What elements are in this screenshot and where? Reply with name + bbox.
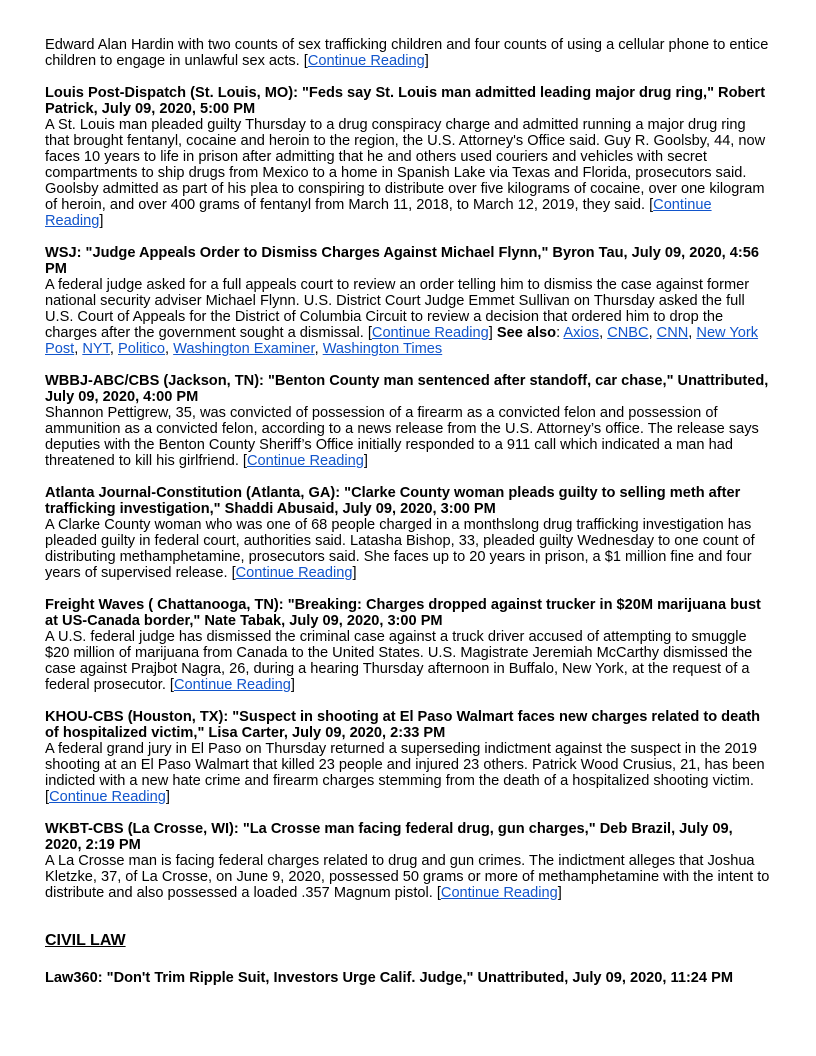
article-body: Edward Alan Hardin with two counts of sex trafficking children and four counts of using a cellular phone to entice children to engage in unlawful sex acts. [Continue Reading] — [45, 37, 769, 69]
article-ripple-suit — [45, 970, 771, 986]
article-headline: Louis Post-Dispatch (St. Louis, MO): "Feds say St. Louis man admitted leading major drug ring," Robert Patrick, July 09, 2020, 5:00 PM — [45, 85, 766, 117]
see-also-link-cnn[interactable]: CNN — [656, 325, 689, 341]
continue-reading-link[interactable]: Continue Reading — [45, 197, 712, 229]
see-also-link-politico[interactable]: Politico — [118, 341, 166, 357]
article-headline: Atlanta Journal-Constitution (Atlanta, GA): "Clarke County woman pleads guilty to selling meth after trafficking investigation," Shaddi Abusaid, July 09, 2020, 3:00 PM — [45, 485, 741, 517]
see-also-link-washington-examiner[interactable]: Washington Examiner — [173, 341, 315, 357]
section-title-civil-law: CIVIL LAW — [45, 932, 126, 949]
article-marijuana-bust — [45, 597, 771, 693]
article-headline: Law360: "Don't Trim Ripple Suit, Investors Urge Calif. Judge," Unattributed, July 09, 2020, 11:24 PM — [45, 970, 733, 986]
article-continuation — [45, 37, 771, 69]
article-body: A federal grand jury in El Paso on Thursday returned a superseding indictment against the suspect in the 2019 shooting at an El Paso Walmart that killed 23 people and injured 23 others. Patrick Wood Crusius, 21, has been indicted with a new hate crime and firearm charges stemming from the death of a hospitalized shooting victim. [Continue Reading] — [45, 741, 765, 805]
continue-reading-link[interactable]: Continue Reading — [235, 565, 353, 581]
continue-reading-link[interactable]: Continue Reading — [49, 789, 166, 805]
article-body: Shannon Pettigrew, 35, was convicted of possession of a firearm as a convicted felon and possession of ammunition as a convicted felon, according to a news release from the U.S. Attorney’s office. The release says deputies with the Benton County Sheriff’s Office initially responded to a 911 call which indicated a man had threatened to kill his girlfriend. [Continue Reading] — [45, 405, 759, 469]
continue-reading-link[interactable]: Continue Reading — [246, 453, 364, 469]
see-also-link-axios[interactable]: Axios — [563, 325, 600, 341]
document-page — [45, 37, 771, 1002]
article-body: A U.S. federal judge has dismissed the criminal case against a truck driver accused of attempting to smuggle $20 million of marijuana from Canada to the United States. U.S. Magistrate Jeremiah McCarthy dismissed the case against Prajbot Nagra, 26, during a hearing Thursday afternoon in Buffalo, New York, at the request of a federal prosecutor. [Continue Reading] — [45, 629, 753, 693]
article-clarke-county — [45, 485, 771, 581]
article-headline: WKBT-CBS (La Crosse, WI): "La Crosse man facing federal drug, gun charges," Deb Brazil, July 09, 2020, 2:19 PM — [45, 821, 733, 853]
article-flynn-appeal — [45, 245, 771, 357]
continue-reading-link[interactable]: Continue Reading — [440, 885, 558, 901]
see-also-link-nyt[interactable]: NYT — [82, 341, 110, 357]
article-la-crosse — [45, 821, 771, 901]
article-body: A Clarke County woman who was one of 68 people charged in a monthslong drug trafficking investigation has pleaded guilty in federal court, authorities said. Latasha Bishop, 33, pleaded guilty Wednesday to one count of distributing methamphetamine, prosecutors said. She faces up to 20 years in prison, a $1 million fine and four years of supervised release. [Continue Reading] — [45, 517, 755, 581]
article-headline: WBBJ-ABC/CBS (Jackson, TN): "Benton County man sentenced after standoff, car chase," Unattributed, July 09, 2020, 4:00 PM — [45, 373, 769, 405]
see-also-link-new-york-post[interactable]: New York Post — [45, 325, 759, 357]
article-headline: WSJ: "Judge Appeals Order to Dismiss Charges Against Michael Flynn," Byron Tau, July 09, 2020, 4:56 PM — [45, 245, 760, 277]
see-also-link-washington-times[interactable]: Washington Times — [322, 341, 443, 357]
article-headline: Freight Waves ( Chattanooga, TN): "Breaking: Charges dropped against trucker in $20M marijuana bust at US-Canada border," Nate Tabak, July 09, 2020, 3:00 PM — [45, 597, 761, 629]
article-body: A La Crosse man is facing federal charges related to drug and gun crimes. The indictment alleges that Joshua Kletzke, 37, of La Crosse, on June 9, 2020, possessed 50 grams or more of methamphetamine with the intent to distribute and also possessed a loaded .357 Magnum pistol. [Continue Reading] — [45, 853, 770, 901]
article-el-paso-walmart — [45, 709, 771, 805]
article-benton-county — [45, 373, 771, 469]
continue-reading-link[interactable]: Continue Reading — [307, 53, 425, 69]
article-body: A federal judge asked for a full appeals court to review an order telling him to dismiss the case against former national security adviser Michael Flynn. U.S. District Court Judge Emmet Sullivan on Thursday asked the full U.S. Court of Appeals for the District of Columbia Circuit to review a decision that ordered him to drop the charges after the government sought a dismissal. [Continue Reading] See also: Axios, CNBC, CNN, New York Post, NYT, Politico, Washington Examiner, Washington Times — [45, 277, 759, 357]
see-also-label: See also — [496, 325, 557, 341]
article-body: A St. Louis man pleaded guilty Thursday to a drug conspiracy charge and admitted running a major drug ring that brought fentanyl, cocaine and heroin to the region, the U.S. Attorney's Office said. Guy R. Goolsby, 44, now faces 10 years to life in prison after admitting that he and others used couriers and vehicles with secret compartments to ship drugs from Mexico to a home in Spanish Lake via Texas and Florida, prosecutors said. Goolsby admitted as part of his plea to conspiring to distribute over five kilograms of cocaine, over one kilogram of heroin, and over 400 grams of fentanyl from March 11, 2018, to March 12, 2019, they said. [Continue Reading] — [45, 117, 766, 229]
article-st-louis-drug-ring — [45, 85, 771, 229]
continue-reading-link[interactable]: Continue Reading — [174, 677, 291, 693]
continue-reading-link[interactable]: Continue Reading — [371, 325, 489, 341]
see-also-link-cnbc[interactable]: CNBC — [607, 325, 649, 341]
article-headline: KHOU-CBS (Houston, TX): "Suspect in shooting at El Paso Walmart faces new charges related to death of hospitalized victim," Lisa Carter, July 09, 2020, 2:33 PM — [45, 709, 761, 741]
